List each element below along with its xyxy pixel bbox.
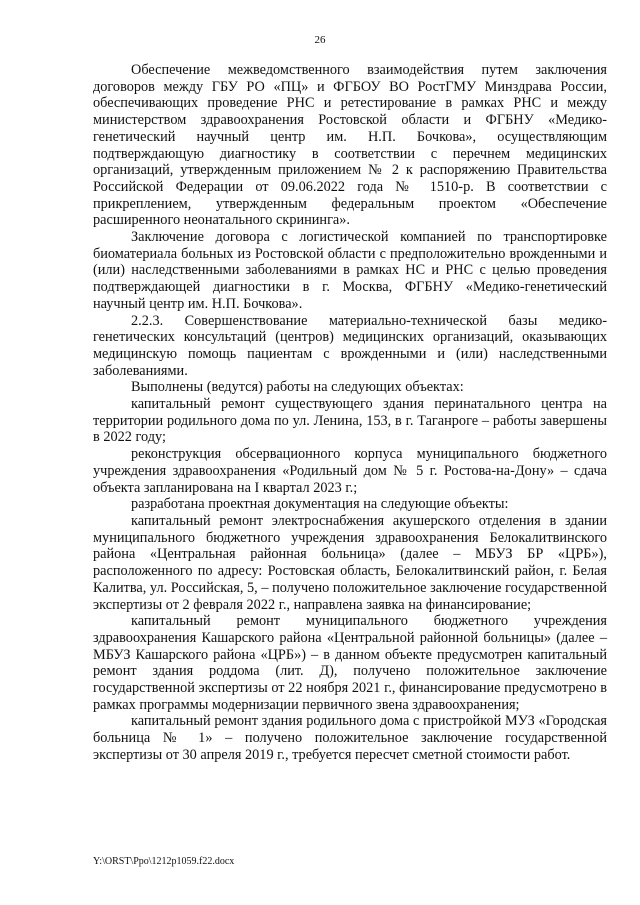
paragraph-belaya-kalitva: капитальный ремонт электроснабжения акушерского отделения в здании муниципального бюджетного учреждения здравоохранения Белокалитвинского района «Центральная районная больница» (далее – МБУЗ БР «ЦРБ»), расположенного по адресу: Ростовская область, Белокалитвинский район, г. Белая Калитва, ул. Российская, 5, – получено положительное заключение государственной экспертизы от 2 февраля 2022 г., направлена заявка на финансирование; xyxy=(93,512,607,613)
paragraph-kashary: капитальный ремонт муниципального бюджетного учреждения здравоохранения Кашарского района «Центральной районной больницы» (далее – МБУЗ Кашарского района «ЦРБ») – в данном объекте предусмотрен капитальный ремонт здания роддома (лит. Д), получено положительное заключение государственной экспертизы от 22 ноября 2021 г., финансирование предусмотрено в рамках программы модернизации первичного звена здравоохранения; xyxy=(93,613,607,713)
document-body xyxy=(93,62,607,764)
paragraph-city-hospital: капитальный ремонт здания родильного дома с пристройкой МУЗ «Городская больница № 1» – получено положительное заключение государственной экспертизы от 30 апреля 2019 г., требуется пересчет сметной стоимости работ. xyxy=(93,713,607,763)
paragraph-logistics: Заключение договора с логистической компанией по транспортировке биоматериала больных из Ростовской области с предположительно врожденными и (или) наследственными заболеваниями в рамках НС и РНС с целью проведения подтверждающей диагностики в г. Москва, ФГБНУ «Медико-генетический научный центр им. Н.П. Бочкова». xyxy=(93,229,607,312)
footer-file-path: Y:\ORST\Ppo\1212p1059.f22.docx xyxy=(93,856,235,867)
paragraph-interagency: Обеспечение межведомственного взаимодействия путем заключения договоров между ГБУ РО «ПЦ» и ФГБОУ ВО РостГМУ Минздрава России, обеспечивающих проведение РНС и ретестирование в рамках РНС и между министерством здравоохранения Ростовской области и ФГБНУ «Медико-генетический научный центр им. Н.П. Бочкова», осуществляющим подтверждающую диагностику в соответствии с перечнем медицинских организаций, утвержденным приложением № 2 к распоряжению Правительства Российской Федерации от 09.06.2022 года № 1510-р. В соответствии с прикреплением, утвержденным федеральным проектом «Обеспечение расширенного неонатального скрининга». xyxy=(93,62,607,229)
paragraph-rostov-maternity: реконструкция обсервационного корпуса муниципального бюджетного учреждения здравоохранения «Родильный дом № 5 г. Ростова-на-Дону» – сдача объекта запланирована на I квартал 2023 г.; xyxy=(93,446,607,496)
page-number: 26 xyxy=(314,34,326,46)
paragraph-works-intro: Выполнены (ведутся) работы на следующих объектах: xyxy=(131,379,464,396)
paragraph-section-2-2-3: 2.2.3. Совершенствование материально-технической базы медико-генетических консультаций (центров) медицинских организаций, оказывающих медицинскую помощь пациентам с врожденными и (или) наследственными заболеваниями. xyxy=(93,312,607,379)
paragraph-taganrog: капитальный ремонт существующего здания перинатального центра на территории родильного дома по ул. Ленина, 153, в г. Таганроге – работы завершены в 2022 году; xyxy=(93,396,607,446)
paragraph-design-docs: разработана проектная документация на следующие объекты: xyxy=(131,496,509,513)
